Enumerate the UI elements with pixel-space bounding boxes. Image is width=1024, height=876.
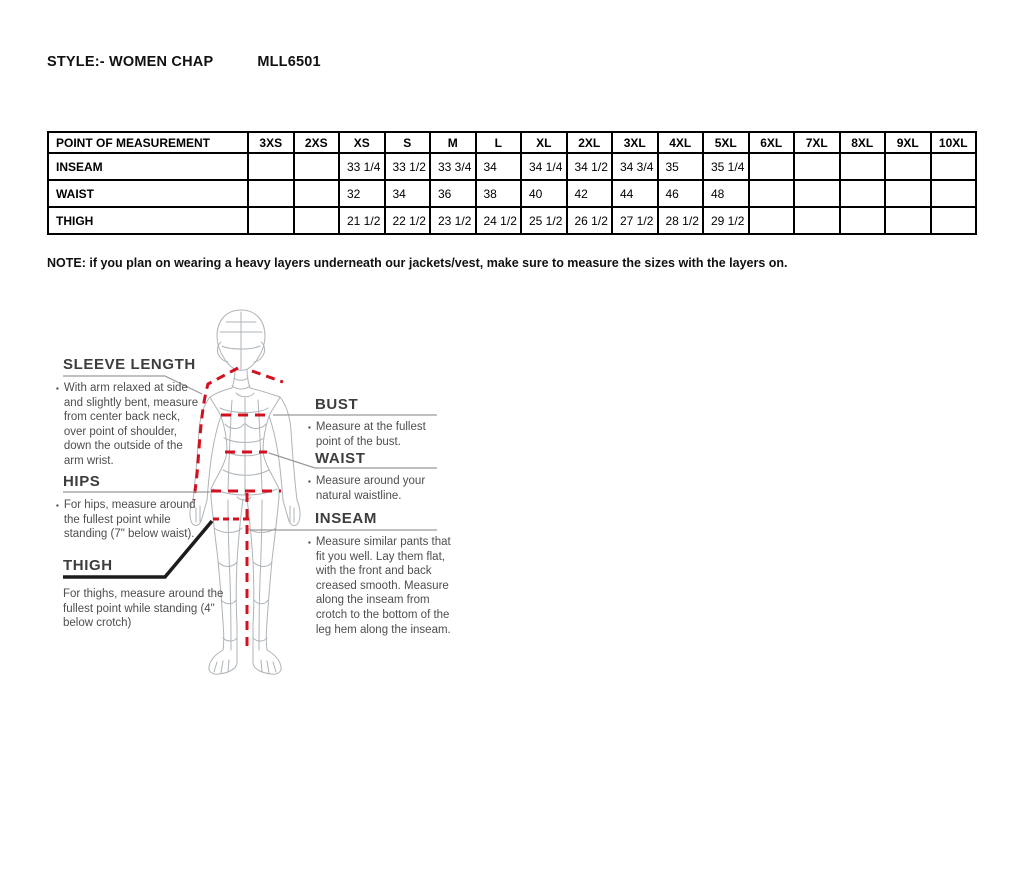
column-header-3xs: 3XS: [248, 132, 294, 153]
label-sleeve-length-desc: [56, 381, 202, 469]
cell-inseam-5xl: 35 1/4: [703, 153, 749, 180]
cell-waist-4xl: 46: [658, 180, 704, 207]
hips-title: HIPS: [63, 473, 101, 490]
square-bullet-icon: ▪: [56, 384, 59, 393]
cell-thigh-10xl: [931, 207, 977, 234]
thigh-title: THIGH: [63, 557, 113, 574]
shoulder-measure-line: [252, 371, 283, 382]
cell-thigh-s: 22 1/2: [385, 207, 431, 234]
cell-thigh-7xl: [794, 207, 840, 234]
table-row-thigh: [48, 207, 976, 234]
waist-description: Measure around your natural waistline.: [315, 475, 426, 502]
cell-waist-3xs: [248, 180, 294, 207]
cell-inseam-3xl: 34 3/4: [612, 153, 658, 180]
label-inseam: [315, 511, 377, 527]
cell-thigh-m: 23 1/2: [430, 207, 476, 234]
column-header-5xl: 5XL: [703, 132, 749, 153]
cell-thigh-8xl: [840, 207, 886, 234]
cell-inseam-s: 33 1/2: [385, 153, 431, 180]
cell-inseam-xl: 34 1/4: [521, 153, 567, 180]
cell-waist-5xl: 48: [703, 180, 749, 207]
cell-thigh-xs: 21 1/2: [339, 207, 385, 234]
cell-inseam-xs: 33 1/4: [339, 153, 385, 180]
cell-waist-2xs: [294, 180, 340, 207]
inseam-description: Measure similar pants that fit you well. Lay them flat, with the front and back creased smooth. Measure along the inseam from crotch to the bottom of the leg hem along the inseam.: [315, 536, 451, 636]
label-waist-desc: [308, 474, 448, 503]
measurement-diagram: [40, 300, 540, 692]
cell-waist-6xl: [749, 180, 795, 207]
page-title: [47, 54, 321, 70]
cell-waist-8xl: [840, 180, 886, 207]
label-bust: [315, 397, 358, 413]
cell-inseam-3xs: [248, 153, 294, 180]
cell-waist-s: 34: [385, 180, 431, 207]
row-label-thigh: THIGH: [48, 207, 248, 234]
column-header-7xl: 7XL: [794, 132, 840, 153]
cell-thigh-4xl: 28 1/2: [658, 207, 704, 234]
cell-thigh-9xl: [885, 207, 931, 234]
cell-thigh-5xl: 29 1/2: [703, 207, 749, 234]
thigh-description: For thighs, measure around the fullest point while standing (4" below crotch): [63, 588, 224, 630]
label-hips: [63, 474, 100, 490]
sleeve-length-title: SLEEVE LENGTH: [63, 356, 196, 373]
cell-inseam-4xl: 35: [658, 153, 704, 180]
table-header-row: [48, 132, 976, 153]
column-header-xs: XS: [339, 132, 385, 153]
cell-waist-xl: 40: [521, 180, 567, 207]
cell-waist-7xl: [794, 180, 840, 207]
sleeve-length-description: With arm relaxed at side and slightly bent, measure from center back neck, over point of shoulder, down the outside of the arm wrist.: [63, 382, 199, 467]
cell-waist-xs: 32: [339, 180, 385, 207]
column-header-2xs: 2XS: [294, 132, 340, 153]
label-bust-desc: [308, 420, 448, 449]
cell-thigh-3xl: 27 1/2: [612, 207, 658, 234]
label-hips-desc: [56, 498, 212, 542]
column-header-2xl: 2XL: [567, 132, 613, 153]
style-code: MLL6501: [257, 54, 321, 70]
cell-thigh-2xl: 26 1/2: [567, 207, 613, 234]
column-header-m: M: [430, 132, 476, 153]
inseam-title: INSEAM: [315, 510, 377, 527]
cell-inseam-m: 33 3/4: [430, 153, 476, 180]
cell-waist-l: 38: [476, 180, 522, 207]
cell-waist-3xl: 44: [612, 180, 658, 207]
square-bullet-icon: ▪: [308, 423, 311, 432]
cell-waist-9xl: [885, 180, 931, 207]
cell-inseam-6xl: [749, 153, 795, 180]
bust-description: Measure at the fullest point of the bust.: [315, 421, 426, 448]
row-label-waist: WAIST: [48, 180, 248, 207]
size-table: [47, 131, 977, 235]
note-text: NOTE: if you plan on wearing a heavy layers underneath our jackets/vest, make sure to measure the sizes with the layers on.: [47, 256, 788, 270]
bust-title: BUST: [315, 396, 359, 413]
column-header-xl: XL: [521, 132, 567, 153]
square-bullet-icon: ▪: [56, 501, 59, 510]
column-header-9xl: 9XL: [885, 132, 931, 153]
square-bullet-icon: ▪: [308, 477, 311, 486]
column-header-10xl: 10XL: [931, 132, 977, 153]
cell-inseam-9xl: [885, 153, 931, 180]
cell-waist-m: 36: [430, 180, 476, 207]
cell-thigh-6xl: [749, 207, 795, 234]
table-row-inseam: [48, 153, 976, 180]
cell-thigh-3xs: [248, 207, 294, 234]
style-label: STYLE:- WOMEN CHAP: [47, 54, 214, 70]
column-header-3xl: 3XL: [612, 132, 658, 153]
cell-inseam-7xl: [794, 153, 840, 180]
cell-thigh-2xs: [294, 207, 340, 234]
row-label-inseam: INSEAM: [48, 153, 248, 180]
waist-title: WAIST: [315, 450, 366, 467]
square-bullet-icon: ▪: [308, 538, 311, 547]
cell-inseam-2xs: [294, 153, 340, 180]
column-header-l: L: [476, 132, 522, 153]
cell-inseam-10xl: [931, 153, 977, 180]
label-thigh: [63, 558, 113, 574]
label-waist: [315, 451, 366, 467]
cell-inseam-8xl: [840, 153, 886, 180]
table-header-label: POINT OF MEASUREMENT: [48, 132, 248, 153]
cell-waist-10xl: [931, 180, 977, 207]
hips-description: For hips, measure around the fullest point while standing (7" below waist).: [63, 499, 196, 541]
label-inseam-desc: [308, 535, 454, 637]
column-header-6xl: 6XL: [749, 132, 795, 153]
label-thigh-desc: [63, 587, 235, 631]
cell-inseam-l: 34: [476, 153, 522, 180]
cell-inseam-2xl: 34 1/2: [567, 153, 613, 180]
table-row-waist: [48, 180, 976, 207]
column-header-8xl: 8XL: [840, 132, 886, 153]
label-sleeve-length: [63, 357, 196, 373]
cell-thigh-l: 24 1/2: [476, 207, 522, 234]
column-header-s: S: [385, 132, 431, 153]
cell-thigh-xl: 25 1/2: [521, 207, 567, 234]
cell-waist-2xl: 42: [567, 180, 613, 207]
column-header-4xl: 4XL: [658, 132, 704, 153]
